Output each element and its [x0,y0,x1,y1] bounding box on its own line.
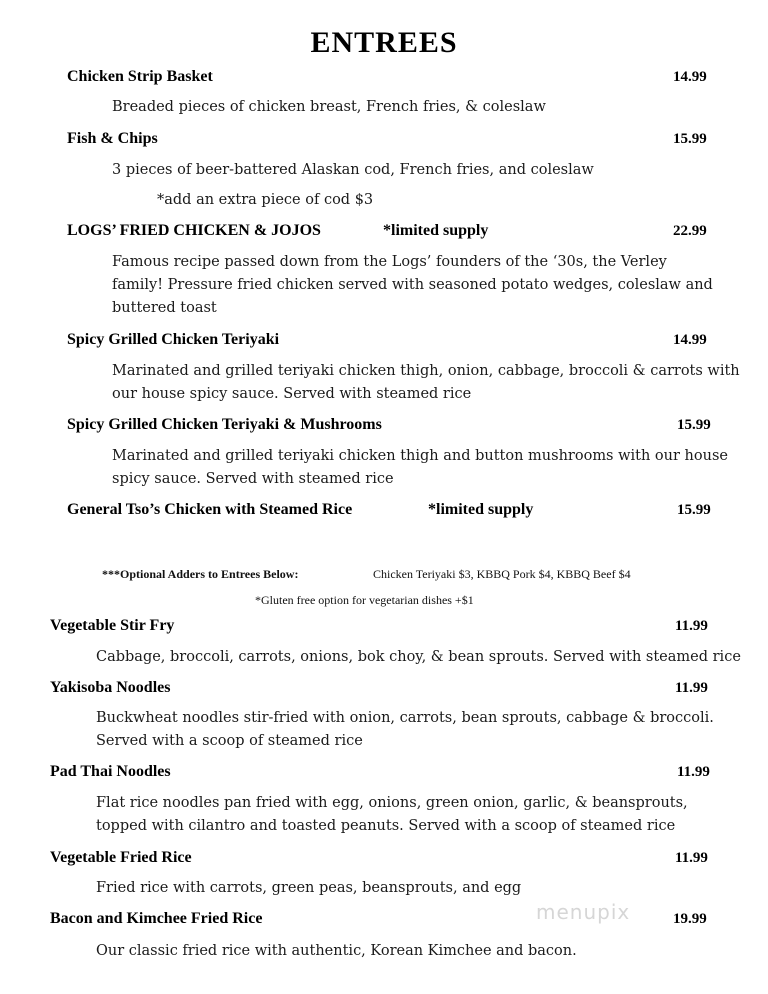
item-extra-note: *add an extra piece of cod $3 [157,192,374,208]
item-name: General Tso’s Chicken with Steamed Rice [67,501,353,518]
item-description-line: Marinated and grilled teriyaki chicken thigh and button mushrooms with our house [112,448,728,464]
item-price: 11.99 [675,680,708,696]
item-price: 19.99 [673,911,707,927]
item-price: 15.99 [677,502,711,518]
item-name: Pad Thai Noodles [50,763,171,780]
item-price: 15.99 [677,417,711,433]
item-description-line: topped with cilantro and toasted peanuts. Served with a scoop of steamed rice [96,818,676,834]
item-description-line: Buckwheat noodles stir-fried with onion, carrots, bean sprouts, cabbage & broccoli. [96,710,714,726]
limited-supply-note: *limited supply [428,501,534,518]
item-description-line: family! Pressure fried chicken served with seasoned potato wedges, coleslaw and [112,277,713,293]
item-description-line: Flat rice noodles pan fried with egg, onions, green onion, garlic, & beansprouts, [96,795,688,811]
item-name: Chicken Strip Basket [67,68,213,85]
item-price: 11.99 [675,618,708,634]
item-description-line: Fried rice with carrots, green peas, beansprouts, and egg [96,880,522,896]
item-description-line: our house spicy sauce. Served with steamed rice [112,386,472,402]
item-price: 14.99 [673,69,707,85]
item-description-line: Famous recipe passed down from the Logs’ founders of the ‘30s, the Verley [112,254,667,270]
adders-options: Chicken Teriyaki $3, KBBQ Pork $4, KBBQ Beef $4 [373,567,631,581]
item-description-line: buttered toast [112,300,217,316]
item-price: 11.99 [677,764,710,780]
item-name: Spicy Grilled Chicken Teriyaki [67,331,280,348]
watermark: menupix [536,900,631,924]
item-description-line: spicy sauce. Served with steamed rice [112,471,394,487]
gluten-free-note: *Gluten free option for vegetarian dishes +$1 [255,593,474,607]
item-description: 3 pieces of beer-battered Alaskan cod, French fries, and coleslaw [112,162,594,178]
item-name: Fish & Chips [67,130,158,147]
adders-label: ***Optional Adders to Entrees Below: [102,567,299,581]
item-name: Bacon and Kimchee Fried Rice [50,910,263,927]
item-name: Vegetable Stir Fry [50,617,175,634]
item-description-line: Served with a scoop of steamed rice [96,733,363,749]
limited-supply-note: *limited supply [383,222,489,239]
item-price: 15.99 [673,131,707,147]
item-name: Yakisoba Noodles [50,679,171,696]
item-description-line: Our classic fried rice with authentic, Korean Kimchee and bacon. [96,943,577,959]
item-price: 14.99 [673,332,707,348]
item-price: 22.99 [673,223,707,239]
page-title: ENTREES [310,26,458,59]
item-name: LOGS’ FRIED CHICKEN & JOJOS [67,222,321,239]
item-description: Breaded pieces of chicken breast, French fries, & coleslaw [112,99,546,115]
item-price: 11.99 [675,850,708,866]
item-name: Spicy Grilled Chicken Teriyaki & Mushrooms [67,416,382,433]
item-description-line: Cabbage, broccoli, carrots, onions, bok choy, & bean sprouts. Served with steamed rice [96,649,741,665]
item-name: Vegetable Fried Rice [50,849,192,866]
item-description-line: Marinated and grilled teriyaki chicken thigh, onion, cabbage, broccoli & carrots with [112,363,740,379]
